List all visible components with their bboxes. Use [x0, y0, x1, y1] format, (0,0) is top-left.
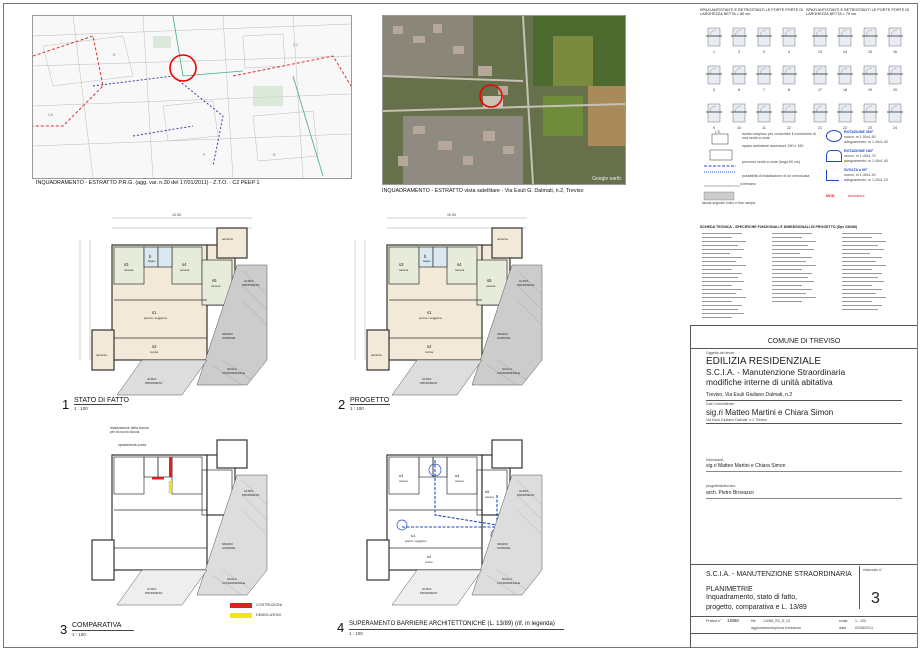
- tb-modifiche: modifiche interne di unità abitativa: [706, 377, 833, 387]
- svg-text:camera: camera: [399, 268, 409, 272]
- svg-text:CONDOMINIALE: CONDOMINIALE: [497, 581, 521, 585]
- door-diagram-cell: [883, 98, 907, 134]
- svg-text:camera: camera: [485, 496, 494, 499]
- svg-text:pranzo / soggiorno: pranzo / soggiorno: [419, 316, 443, 320]
- view-1-number: 1: [62, 397, 70, 412]
- tb-vdivider: [859, 566, 860, 609]
- svg-text:ALTRA: ALTRA: [147, 587, 157, 591]
- svg-text:s5: s5: [487, 278, 492, 283]
- svg-text:CONDOMINIALE: CONDOMINIALE: [497, 371, 521, 375]
- door-diagram-cell: [777, 60, 801, 96]
- door-diagram-cell: [808, 22, 832, 58]
- view-1-underline: [74, 404, 122, 405]
- svg-text:F: F: [203, 152, 206, 157]
- svg-text:C1: C1: [293, 42, 299, 47]
- tb-underline-4: [706, 498, 902, 499]
- door-diagram-cell: [752, 60, 776, 96]
- tb-divider-1: [691, 348, 917, 349]
- view-3-title: COMPARATIVA: [72, 622, 122, 629]
- door-diagram-number: 24: [893, 126, 897, 130]
- door-diagram-number: 15: [868, 50, 872, 54]
- svolta-90-line2: adeguamento: m 1.20x1.20: [844, 178, 888, 182]
- tb-data: 02/08/2014: [855, 626, 873, 630]
- view-2-title: PROGETTO: [350, 397, 390, 404]
- svg-text:cucina: cucina: [150, 350, 159, 354]
- tb-pratica-label: Pratica n°: [706, 619, 722, 623]
- door-diagram-number: 4: [788, 50, 790, 54]
- svg-text:CONDOMINIALE: CONDOMINIALE: [222, 581, 246, 585]
- scheda-title: SCHEDA TECNICA - SPECIFICHE FUNZIONALI E DIMENSIONALI DI PROGETTO (Dpr 236/89): [700, 225, 858, 229]
- title-block: [690, 325, 917, 648]
- view-4-underline: [349, 629, 564, 630]
- view-4-number: 4: [337, 620, 345, 635]
- door-diagram-number: 1: [713, 50, 715, 54]
- svg-text:s2: s2: [427, 344, 432, 349]
- legend-item-3: percorso sedia a ruote (larga 60 cm): [742, 160, 800, 164]
- svg-text:camera: camera: [124, 268, 134, 272]
- svg-text:SPAZIO: SPAZIO: [222, 332, 233, 336]
- svg-text:terrazza: terrazza: [222, 237, 233, 241]
- svg-text:s1: s1: [152, 310, 157, 315]
- door-diagram-cell: [777, 98, 801, 134]
- tb-elaborato-label: elaborato n°: [863, 568, 883, 572]
- svg-text:terrazza: terrazza: [497, 237, 508, 241]
- door-diagram-number: 19: [868, 88, 872, 92]
- door-diagram-cell: [727, 60, 751, 96]
- svg-text:ALTRA: ALTRA: [147, 377, 157, 381]
- tb-pratica: 14068: [727, 618, 739, 623]
- svg-text:camera: camera: [211, 284, 221, 288]
- tb-file: 14068_SS_D_01: [763, 619, 791, 623]
- tb-scala-label: scala: [839, 619, 848, 623]
- svg-text:s3: s3: [124, 262, 129, 267]
- svg-text:s4: s4: [455, 473, 460, 478]
- scheda-tecnica: [700, 225, 910, 325]
- view-4-title: SUPERAMENTO BARRIERE ARCHITETTONICHE (L. 13/89) (rif. in legenda): [349, 621, 555, 627]
- svg-text:terrazza: terrazza: [371, 353, 382, 357]
- svg-text:pranzo / soggiorno: pranzo / soggiorno: [405, 540, 427, 543]
- svg-text:B: B: [273, 152, 276, 157]
- door-diagram-cell: [858, 60, 882, 96]
- view-4-scale: 1 : 100: [349, 631, 363, 636]
- svg-text:camera: camera: [399, 480, 408, 483]
- rotation-180-line2: adeguamento: m 1.40x1.40: [844, 159, 888, 163]
- svg-text:ALTRA: ALTRA: [519, 489, 529, 493]
- door-diagram-number: 5: [713, 88, 715, 92]
- prg-caption: INQUADRAMENTO - ESTRATTO P.R.G. (agg. var. n.30 del 17/01/2011) - Z.T.O. : C2 PEEP 1: [36, 180, 260, 186]
- svg-text:PROPRIETA': PROPRIETA': [420, 381, 438, 385]
- door-diagram-cell: [883, 60, 907, 96]
- legend-costruzioni-swatch: [230, 603, 252, 608]
- plan-progetto: [347, 210, 547, 405]
- tb-divider-3: [691, 616, 917, 617]
- door-diagram-cell: [727, 22, 751, 58]
- door-diagram-number: 6: [738, 88, 740, 92]
- svg-text:ALTRA: ALTRA: [422, 587, 432, 591]
- svg-text:CONDOMINIALE: CONDOMINIALE: [222, 371, 246, 375]
- svg-text:s5: s5: [212, 278, 217, 283]
- door-diagram-cell: [752, 98, 776, 134]
- tb-desc1: Inquadramento, stato di fatto,: [706, 594, 798, 601]
- door-diagram-cell: [808, 60, 832, 96]
- svg-text:PROPRIETA': PROPRIETA': [517, 493, 535, 497]
- svg-text:terrazza: terrazza: [96, 353, 107, 357]
- tb-footer-title: S.C.I.A. - MANUTENZIONE STRAORDINARIA: [706, 571, 852, 578]
- gradini-note: fascia segnale inizio e fine rampa: [702, 201, 756, 205]
- tb-planimetrie: PLANIMETRIE: [706, 586, 753, 593]
- door-diagram-number: 8: [788, 88, 790, 92]
- svg-text:L.S.: L.S.: [715, 130, 721, 134]
- svg-text:s2: s2: [427, 554, 432, 559]
- svg-text:SPAZIO: SPAZIO: [497, 332, 508, 336]
- door-diagram-number: 23: [868, 126, 872, 130]
- tb-comune-block: [691, 326, 917, 348]
- door-diagram-cell: [808, 98, 832, 134]
- svg-text:ALTRA: ALTRA: [519, 279, 529, 283]
- tb-underline-1: [706, 400, 902, 401]
- door-diagram-number: 22: [843, 126, 847, 130]
- svg-text:10.55: 10.55: [447, 213, 456, 217]
- comparativa-note-1: realizzazione della doccia per la nuova doccia: [110, 426, 149, 434]
- svg-text:pranzo / soggiorno: pranzo / soggiorno: [144, 316, 168, 320]
- comparativa-note-2: spostamento porta: [118, 443, 147, 447]
- view-2-scale: 1 : 100: [350, 406, 364, 411]
- svg-text:PROPRIETA': PROPRIETA': [517, 283, 535, 287]
- svg-text:ALTRA: ALTRA: [244, 489, 254, 493]
- door-diagram-number: 16: [893, 50, 897, 54]
- rotation-360-icon: [826, 130, 842, 142]
- door-diagram-number: 3: [763, 50, 765, 54]
- legend-item-4: possibilità di installazione di un servoscala: [742, 174, 810, 178]
- svg-text:s3: s3: [399, 262, 404, 267]
- rotation-360-line2: adeguamento: m 1.40x1.40: [844, 140, 888, 144]
- svg-text:s3: s3: [399, 473, 404, 478]
- rotation-180-title: ROTAZIONE 180°: [844, 149, 874, 153]
- tb-rev-label: aggiornamento: [751, 626, 775, 630]
- door-diagram-number: 20: [893, 88, 897, 92]
- legend-item-1: lavabo sospeso per consentire il movimento di una sedia a ruote: [742, 132, 816, 141]
- door-diagram-number: 21: [818, 126, 822, 130]
- plan-comparativa: [72, 425, 272, 620]
- door-grid-cells: [700, 20, 908, 140]
- svg-text:camera: camera: [180, 268, 190, 272]
- tb-progettista-label: progettista/tecnico:: [706, 484, 737, 488]
- tb-elaborato-number: 3: [871, 590, 880, 607]
- sat-caption: INQUADRAMENTO - ESTRATTO vista satellitare - Via Esuli G. Dalmati, n.2, Treviso: [382, 188, 584, 194]
- svg-text:SPAZIO: SPAZIO: [222, 542, 233, 546]
- door-diagram-number: 12: [787, 126, 791, 130]
- tb-divider-2: [691, 564, 917, 565]
- tb-committente-sub: Via Esuli Giuliano Dalmati, n.2 Treviso: [706, 418, 767, 422]
- svg-text:s1: s1: [427, 310, 432, 315]
- tb-scia-title: S.C.I.A. - Manutenzione Straordinaria: [706, 367, 846, 377]
- door-diagram-cell: [702, 98, 726, 134]
- svg-text:camera: camera: [455, 268, 465, 272]
- tb-data-label: data: [839, 626, 846, 630]
- svg-text:COMUNE: COMUNE: [497, 546, 511, 550]
- legend-costruzioni-label: COSTRUZIONI: [256, 603, 283, 607]
- svg-text:ALTRA: ALTRA: [422, 377, 432, 381]
- svg-text:COMUNE: COMUNE: [497, 336, 511, 340]
- svg-text:camera: camera: [486, 284, 496, 288]
- mod-label: MOD.: [826, 194, 836, 198]
- svg-text:camera: camera: [455, 480, 464, 483]
- door-diagram-number: 9: [713, 126, 715, 130]
- prg-map-image: [32, 15, 352, 179]
- rotation-180-line1: nuovo: m 1.40x1.70: [844, 154, 876, 158]
- tb-scala: 1 : 100: [855, 619, 866, 623]
- svg-text:s4: s4: [457, 262, 462, 267]
- svolta-90-icon: [826, 170, 839, 181]
- svg-text:PROPRIETA': PROPRIETA': [242, 493, 260, 497]
- door-diagram-cell: [858, 22, 882, 58]
- rotation-360-title: ROTAZIONE 360°: [844, 130, 874, 134]
- door-diagram-number: 14: [843, 50, 847, 54]
- tb-comune: COMUNE DI TREVISO: [767, 338, 841, 345]
- door-diagram-cell: [833, 22, 857, 58]
- plan-barriere: [347, 425, 547, 620]
- svg-text:b: b: [149, 254, 152, 259]
- svg-text:ALTRA: ALTRA: [244, 279, 254, 283]
- door-spaces-grid: [700, 8, 910, 143]
- accessibility-legend: [700, 130, 910, 220]
- svg-text:SCALA: SCALA: [502, 367, 512, 371]
- view-1-scale: 1 : 100: [74, 406, 88, 411]
- view-2-underline: [350, 404, 390, 405]
- svg-text:SCALA: SCALA: [502, 577, 512, 581]
- door-diagram-cell: [833, 60, 857, 96]
- svg-text:PROPRIETA': PROPRIETA': [242, 283, 260, 287]
- svg-text:PROPRIETA': PROPRIETA': [145, 591, 163, 595]
- door-diagram-cell: [833, 98, 857, 134]
- door-spaces-header-right: SPAZI ANTISTANTI E RETROSTANTI LE PORTE PORTE DI LARGHEZZA NETTA = 75 cm: [806, 8, 910, 17]
- legend-item-2: spazio antistante ascensore 150 x 150: [742, 144, 804, 148]
- view-2-number: 2: [338, 397, 346, 412]
- door-diagram-cell: [727, 98, 751, 134]
- svg-text:s2: s2: [152, 344, 157, 349]
- door-spaces-header-left: SPAZI ANTISTANTI E RETROSTANTI LE PORTE PORTE DI LARGHEZZA NETTA = 80 cm: [700, 8, 804, 17]
- tb-committente-label: Dati Committente:: [706, 402, 735, 406]
- svg-text:bagno: bagno: [148, 259, 156, 263]
- legend-demolizioni-label: DEMOLIZIONI: [256, 613, 281, 617]
- arredo-label: arredatore: [848, 194, 865, 198]
- tb-desc2: progetto, comparativa e L. 13/89: [706, 604, 807, 611]
- corrimano-label: corrimano: [740, 182, 756, 186]
- plan-dim-total: 10.55: [172, 213, 181, 217]
- tb-committente: sig.ri Matteo Martini e Chiara Simon: [706, 408, 834, 417]
- svolta-90-line1: nuovo: m 1.40x1.40: [844, 173, 876, 177]
- door-diagram-cell: [858, 98, 882, 134]
- tb-firma-name: sig.ri Matteo Martini e Chiara Simon: [706, 463, 786, 469]
- svg-text:SCALA: SCALA: [227, 367, 237, 371]
- svg-text:PROPRIETA': PROPRIETA': [145, 381, 163, 385]
- tb-file-label: file: [751, 619, 756, 623]
- door-diagram-cell: [752, 22, 776, 58]
- door-diagram-number: 10: [737, 126, 741, 130]
- tb-address: Treviso, Via Esuli Giuliano Dalmati, n.2: [706, 392, 793, 398]
- view-1-title: STATO DI FATTO: [74, 397, 129, 404]
- svg-text:s4: s4: [182, 262, 187, 267]
- tb-underline-2: [706, 423, 902, 424]
- tb-project-title: EDILIZIA RESIDENZIALE: [706, 356, 822, 367]
- svg-text:cucina: cucina: [425, 350, 434, 354]
- door-diagram-number: 2: [738, 50, 740, 54]
- svolta-90-title: SVOLTA a 90°: [844, 168, 868, 172]
- svg-text:bagno: bagno: [423, 259, 431, 263]
- view-3-underline: [72, 630, 134, 631]
- view-3-scale: 1 : 100: [72, 632, 86, 637]
- svg-text:COMUNE: COMUNE: [222, 546, 236, 550]
- svg-text:b: b: [424, 254, 427, 259]
- tb-rev: prima emissione: [775, 626, 802, 630]
- door-diagram-cell: [702, 60, 726, 96]
- svg-text:C2: C2: [48, 112, 54, 117]
- plan-stato-di-fatto: [72, 210, 272, 405]
- door-diagram-number: 7: [763, 88, 765, 92]
- svg-text:PROPRIETA': PROPRIETA': [420, 591, 438, 595]
- tb-progettista: arch. Pietro Brovazzo: [706, 490, 754, 496]
- door-diagram-cell: [883, 22, 907, 58]
- door-diagram-cell: [702, 22, 726, 58]
- door-diagram-number: 13: [818, 50, 822, 54]
- rotation-360-line1: nuovo: m 1.50x1.50: [844, 135, 876, 139]
- satellite-image: [382, 15, 626, 185]
- google-earth-watermark: Google earth: [592, 176, 621, 182]
- svg-text:COMUNE: COMUNE: [222, 336, 236, 340]
- svg-text:cucina: cucina: [425, 561, 433, 564]
- door-diagram-number: 18: [843, 88, 847, 92]
- svg-text:SCALA: SCALA: [227, 577, 237, 581]
- door-diagram-number: 17: [818, 88, 822, 92]
- svg-text:E: E: [113, 52, 116, 57]
- svg-text:s1: s1: [411, 533, 416, 538]
- tb-underline-3: [706, 471, 902, 472]
- tb-firma-label: Dichiaranti:: [706, 458, 724, 462]
- svg-text:SPAZIO: SPAZIO: [497, 542, 508, 546]
- door-diagram-number: 11: [762, 126, 766, 130]
- tb-oggetto-label: Oggetto dei lavori:: [706, 351, 736, 355]
- rotation-180-icon: [826, 150, 842, 162]
- view-3-number: 3: [60, 622, 68, 637]
- door-diagram-cell: [777, 22, 801, 58]
- svg-text:s5: s5: [485, 489, 490, 494]
- legend-demolizioni-swatch: [230, 613, 252, 618]
- tb-divider-4: [691, 633, 917, 634]
